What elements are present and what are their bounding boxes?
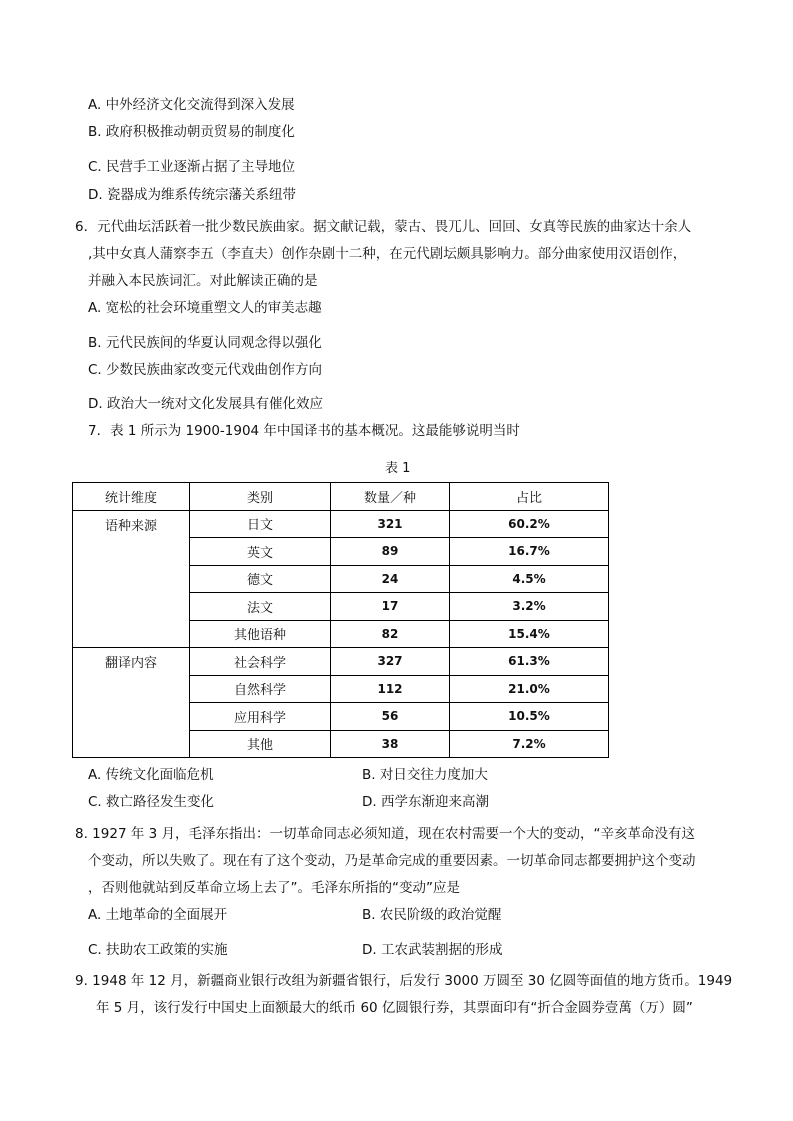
translation-table [72,482,609,758]
q6-option-a: A. 宽松的社会环境重塑文人的审美志趣 [88,300,322,316]
header-share: 占比 [450,483,609,511]
q6-option-d: D. 政治大一统对文化发展具有催化效应 [88,396,323,412]
table-cell-category: 其他 [190,730,331,758]
table-row [73,510,609,538]
q7-option-b: B. 对日交往力度加大 [362,767,488,783]
q5-option-a: A. 中外经济文化交流得到深入发展 [88,97,295,113]
table-cell-count: 89 [331,538,450,566]
table-cell-category: 日文 [190,510,331,538]
q8-stem-line-3: ，否则他就站到反革命立场上去了”。毛泽东所指的“变动”应是 [88,880,460,896]
table-cell-category: 社会科学 [190,648,331,676]
table-cell-share: 7.2% [450,730,609,758]
table-cell-count: 321 [331,510,450,538]
table-cell-count: 17 [331,593,450,621]
table-cell-share: 61.3% [450,648,609,676]
table-cell-count: 82 [331,620,450,648]
table-cell-share: 3.2% [450,593,609,621]
group-translation-content: 翻译内容 [73,648,190,758]
table-cell-share: 60.2% [450,510,609,538]
table-caption: 表 1 [385,461,411,476]
table-cell-count: 327 [331,648,450,676]
group-language-source: 语种来源 [73,510,190,648]
table-cell-count: 38 [331,730,450,758]
table-cell-share: 16.7% [450,538,609,566]
table-header-row [73,483,609,511]
q8-option-c: C. 扶助农工政策的实施 [88,942,228,958]
q8-option-a: A. 土地革命的全面展开 [88,907,228,923]
table-cell-category: 英文 [190,538,331,566]
q5-option-b: B. 政府积极推动朝贡贸易的制度化 [88,124,295,140]
q7-option-a: A. 传统文化面临危机 [88,767,214,783]
q6-stem-line-3: 并融入本民族词汇。对此解读正确的是 [88,273,318,289]
table-cell-category: 法文 [190,593,331,621]
q8-option-b: B. 农民阶级的政治觉醒 [362,907,502,923]
table-cell-category: 应用科学 [190,703,331,731]
q6-stem-line-2: ,其中女真人蒲察李五（李直夫）创作杂剧十二种，在元代剧坛颇具影响力。部分曲家使用汉语创作， [88,246,687,262]
table-cell-count: 112 [331,675,450,703]
q8-option-d: D. 工农武装割据的形成 [362,942,503,958]
header-category: 类别 [190,483,331,511]
q9-stem-line-1: 9. 1948 年 12 月，新疆商业银行改组为新疆省银行，后发行 3000 万圆至 30 亿圆等面值的地方货币。1949 [75,973,733,989]
table-cell-share: 15.4% [450,620,609,648]
q9-stem-line-2: 年 5 月，该行发行中国史上面额最大的纸币 60 亿圆银行券，其票面印有“折合金圆券壹萬（万）圆” [96,1000,693,1016]
q5-option-c: C. 民营手工业逐渐占据了主导地位 [88,159,296,175]
header-count: 数量／种 [331,483,450,511]
table-cell-share: 10.5% [450,703,609,731]
table-cell-category: 自然科学 [190,675,331,703]
table-cell-count: 24 [331,565,450,593]
table-cell-share: 21.0% [450,675,609,703]
table-cell-count: 56 [331,703,450,731]
table-row [73,648,609,676]
q7-stem: 7．表 1 所示为 1900-1904 年中国译书的基本概况。这最能够说明当时 [88,423,520,439]
q6-option-b: B. 元代民族间的华夏认同观念得以强化 [88,335,322,351]
q8-stem-line-2: 个变动，所以失败了。现在有了这个变动，乃是革命完成的重要因素。一切革命同志都要拥护这个变动 [88,853,696,869]
q5-option-d: D. 瓷器成为维系传统宗藩关系纽带 [88,187,296,203]
q7-option-c: C. 救亡路径发生变化 [88,794,215,810]
q8-stem-line-1: 8. 1927 年 3 月，毛泽东指出：一切革命同志必须知道，现在农村需要一个大的变动，“辛亥革命没有这 [75,826,695,842]
table-cell-share: 4.5% [450,565,609,593]
table-cell-category: 其他语种 [190,620,331,648]
header-dimension: 统计维度 [73,483,190,511]
table-cell-category: 德文 [190,565,331,593]
q6-stem-line-1: 6．元代曲坛活跃着一批少数民族曲家。据文献记载，蒙古、畏兀儿、回回、女真等民族的曲家达十余人 [75,219,692,235]
q7-option-d: D. 西学东渐迎来高潮 [362,794,489,810]
q6-option-c: C. 少数民族曲家改变元代戏曲创作方向 [88,362,323,378]
